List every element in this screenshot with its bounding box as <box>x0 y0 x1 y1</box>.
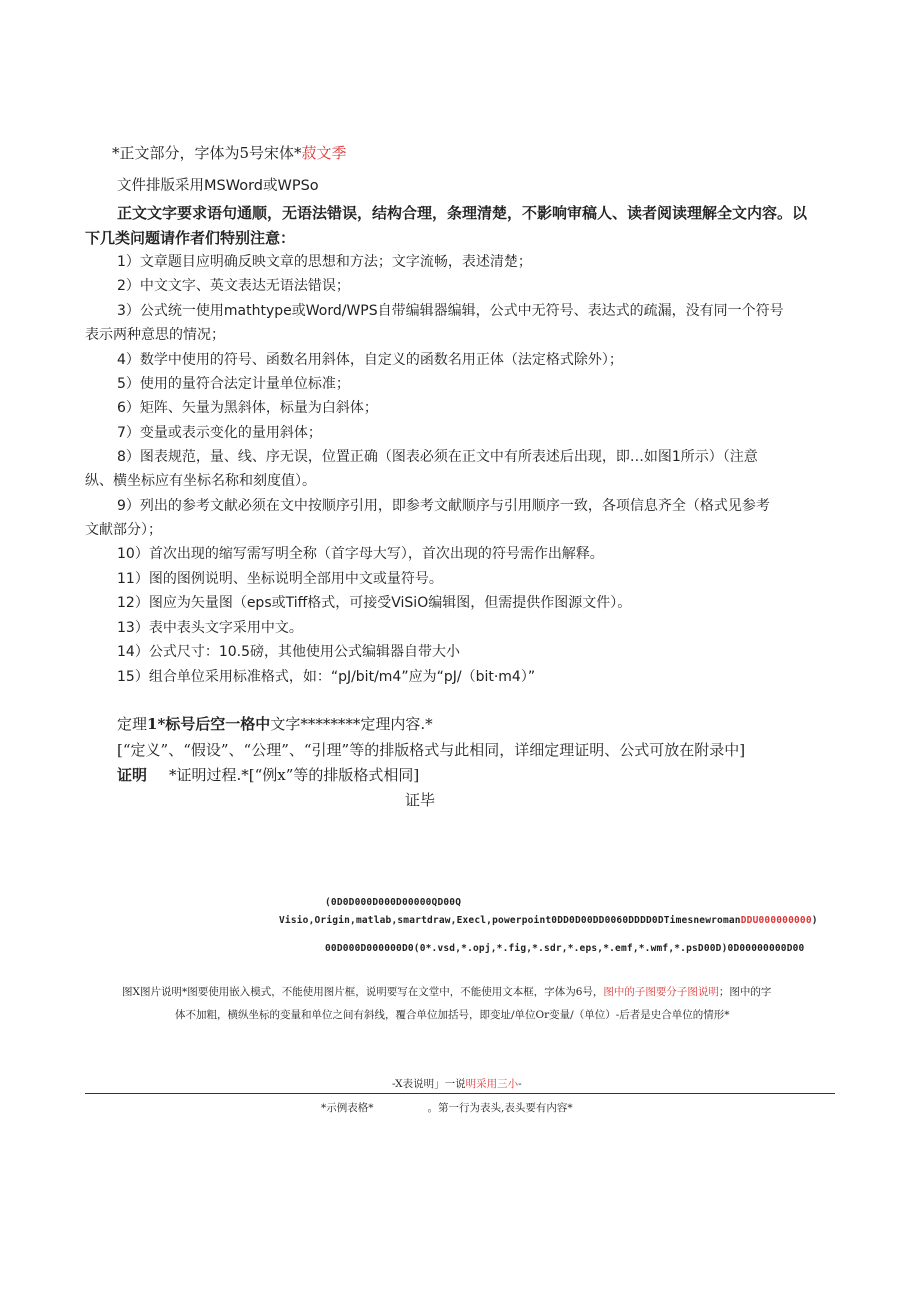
intro-paragraph-line-1: 正文文字要求语句通顺，无语法错误，结构合理，条理清楚，不影响审稿人、读者阅读理解全文内容。以 <box>117 204 808 222</box>
figure-caption-line-2: 体不加粗，横纵坐标的变量和单位之间有斜线，覆合单位加括号，即变址/单位Or变量/（单位）-后者是史合单位的情形* <box>175 1009 730 1021</box>
header-note-text: *正文部分，字体为5号宋体* <box>112 144 302 162</box>
intro-paragraph-line-2: 下几类问题请作者们特别注意： <box>85 229 296 247</box>
list-item: 11）图的图例说明、坐标说明全部用中文或量符号。 <box>117 571 443 587</box>
file-format-line: 文件排版采用MSWord或WPSo <box>117 178 319 194</box>
list-item-continuation: 纵、横坐标应有坐标名称和刻度值）。 <box>85 473 316 489</box>
proof-end: 证毕 <box>405 791 436 809</box>
figure-caption-red: 图中的子图要分子图说明 <box>603 986 719 998</box>
table-caption <box>392 1074 522 1094</box>
table-top-rule <box>85 1093 835 1094</box>
table-caption-suffix: - <box>518 1078 522 1090</box>
list-item: 13）表中表头文字采用中文。 <box>117 620 303 636</box>
list-item: 14）公式尺寸：10.5磅，其他使用公式编辑器自带大小 <box>117 644 460 660</box>
theorem-prefix: 定理 <box>117 715 148 733</box>
theorem-label: 1*标号后空一格中 <box>147 715 271 733</box>
list-item: 9）列出的参考文献必须在文中按顺序引用，即参考文献顺序与引用顺序一致，各项信息齐全（格式见参考 <box>117 498 770 514</box>
table-note-left: *示例表格* <box>321 1102 374 1114</box>
list-item: 4）数学中使用的符号、函数名用斜体，自定义的函数名用正体（法定格式除外）； <box>117 352 623 368</box>
list-item: 1）文章题目应明确反映文章的思想和方法；文字流畅，表述清楚； <box>117 254 532 270</box>
figure-caption-line-1 <box>122 982 771 1002</box>
proof-line <box>117 765 419 785</box>
proof-text: *证明过程.*[“例x”等的排版格式相同] <box>169 766 420 784</box>
table-note <box>321 1098 573 1118</box>
figure-placeholder-line-1: (0D0D000D000D00000QD00Q <box>325 897 462 908</box>
figure-software-list: Visio,Origin,matlab,smartdraw,Execl,powerpoint0DD0D00DD0060DDDD0DTimesnewroman <box>279 915 741 926</box>
list-item-continuation: 文献部分）； <box>85 522 162 538</box>
theorem-content: 文字********定理内容.* <box>270 715 433 733</box>
list-item: 12）图应为矢量图（eps或Tiff格式，可接受ViSiO编辑图，但需提供作图源文件）。 <box>117 595 632 611</box>
list-item: 5）使用的量符合法定计量单位标准； <box>117 376 350 392</box>
theorem-line <box>117 714 433 734</box>
figure-placeholder-line-3: 00D000D000000D0(0*.vsd,*.opj,*.fig,*.sdr,*.eps,*.emf,*.wmf,*.psD00D)0D00000000D00 <box>325 943 805 954</box>
list-item: 15）组合单位采用标准格式，如：“pJ/bit/m4”应为“pJ/（bit·m4）” <box>117 669 536 685</box>
list-item-continuation: 表示两种意思的情况； <box>85 327 225 343</box>
list-item: 2）中文文字、英文表达无语法错误； <box>117 278 350 294</box>
table-caption-prefix: -X表说明」一说 <box>392 1078 466 1090</box>
list-item: 6）矩阵、矢量为黑斜体，标量为白斜体； <box>117 400 378 416</box>
table-caption-red: 明采用三小 <box>465 1078 519 1090</box>
list-item: 10）首次出现的缩写需写明全称（首字母大写），首次出现的符号需作出解释。 <box>117 546 604 562</box>
table-note-right: 。第一行为表头,表头要有内容* <box>427 1102 573 1114</box>
formats-note: [“定义”、“假设”、“公理”、“引理”等的排版格式与此相同，详细定理证明、公式可放在附录中] <box>117 741 746 759</box>
list-item: 7）变量或表示变化的量用斜体； <box>117 425 322 441</box>
figure-caption-text: 图X图片说明*图要使用嵌入模式，不能使用图片框，说明要写在文堂中，不能使用文本框，字体为6号， <box>122 986 604 998</box>
figure-software-end: ) <box>811 915 818 926</box>
list-item: 8）图表规范，量、线、序无误，位置正确（图表必须在正文中有所表述后出现，即…如图1所示）（注意 <box>117 449 758 465</box>
header-note <box>112 143 347 163</box>
list-item: 3）公式统一使用mathtype或Word/WPS自带编辑器编辑，公式中无符号、表达式的疏漏，没有同一个符号 <box>117 303 784 319</box>
figure-software-red: DDU000000000 <box>740 915 812 926</box>
header-note-red: 菽文季 <box>301 144 347 162</box>
figure-caption-tail: ；图中的字 <box>718 986 772 998</box>
proof-label: 证明 <box>117 766 148 784</box>
figure-placeholder-line-2 <box>279 911 818 931</box>
